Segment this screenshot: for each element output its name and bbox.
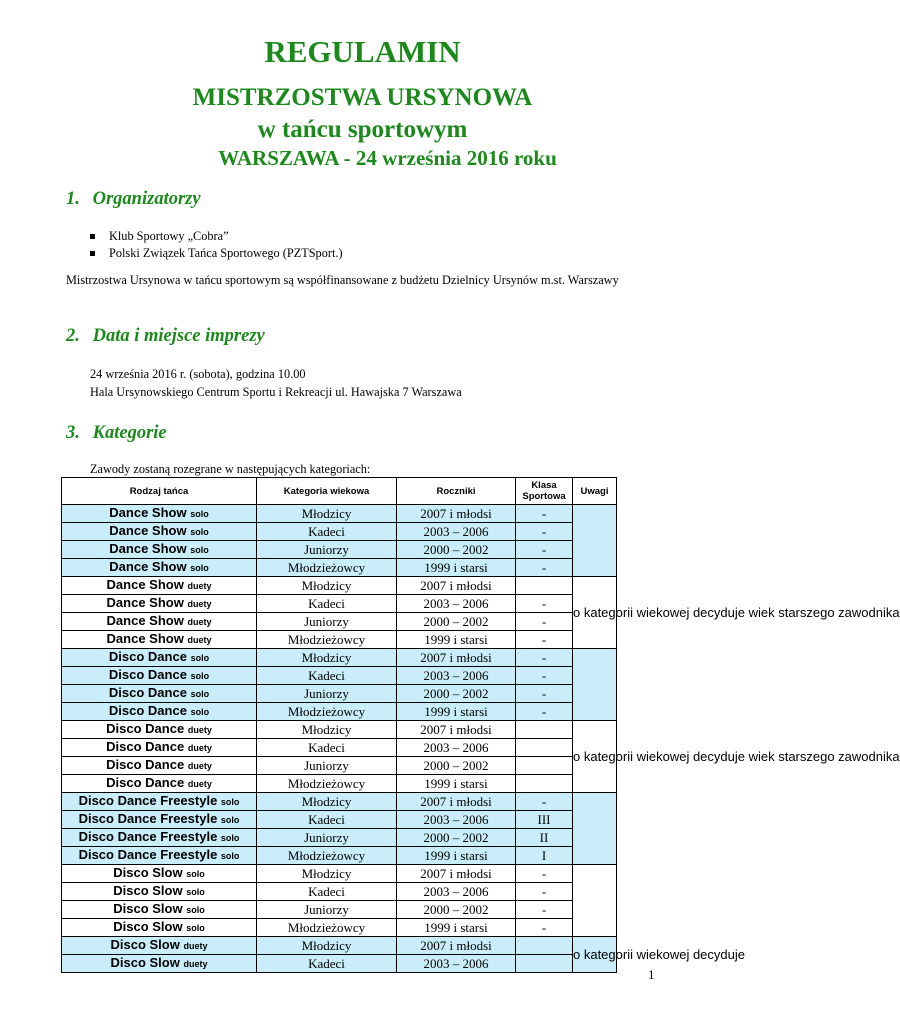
dance-format: solo — [186, 869, 205, 879]
section-number: 3. — [66, 423, 80, 443]
dance-name: Disco Slow — [113, 901, 183, 916]
birth-years-cell: 1999 i starsi — [397, 631, 516, 649]
organizer-name: Klub Sportowy „Cobra” — [109, 229, 229, 243]
dance-cell — [62, 793, 257, 811]
age-category-cell: Kadeci — [257, 523, 397, 541]
dance-name: Disco Slow — [113, 883, 183, 898]
dance-format: duety — [187, 743, 212, 753]
birth-years-cell: 2007 i młodsi — [397, 937, 516, 955]
dance-cell — [62, 559, 257, 577]
dance-cell — [62, 577, 257, 595]
age-category-cell: Juniorzy — [257, 901, 397, 919]
list-item — [90, 228, 343, 245]
age-category-cell: Młodzicy — [257, 865, 397, 883]
dance-format: solo — [190, 545, 209, 555]
dance-format: duety — [187, 599, 212, 609]
dance-format: solo — [190, 689, 210, 699]
dance-format: solo — [186, 923, 205, 933]
dance-cell — [62, 865, 257, 883]
categories-table — [61, 477, 900, 973]
dance-format: solo — [186, 905, 205, 915]
table-row — [62, 955, 617, 973]
notes-cell — [573, 649, 617, 721]
sport-class-cell: - — [516, 901, 573, 919]
dance-cell — [62, 901, 257, 919]
sport-class-cell: - — [516, 883, 573, 901]
table-row — [62, 505, 617, 523]
column-header-sport-class: Klasa Sportowa — [516, 478, 573, 505]
sport-class-cell — [516, 757, 573, 775]
dance-format: solo — [220, 833, 240, 843]
dance-cell — [62, 847, 257, 865]
table-row — [62, 703, 617, 721]
notes-cell: o kategorii wiekowej decyduje wiek starszego zawodnika — [573, 721, 617, 793]
dance-name: Disco Dance — [108, 703, 187, 718]
age-category-cell: Kadeci — [257, 595, 397, 613]
age-category-cell: Młodzieżowcy — [257, 703, 397, 721]
table-row — [62, 775, 617, 793]
dance-cell — [62, 829, 257, 847]
table-row — [62, 757, 617, 775]
table-row — [62, 577, 617, 595]
birth-years-cell: 2007 i młodsi — [397, 793, 516, 811]
dance-format: duety — [187, 761, 212, 771]
bullet-square-icon — [90, 234, 95, 239]
dance-name: Disco Dance — [106, 721, 185, 736]
table-row — [62, 865, 617, 883]
age-category-cell: Młodzicy — [257, 577, 397, 595]
table-row — [62, 559, 617, 577]
table-row — [62, 739, 617, 757]
dance-name: Disco Dance Freestyle — [78, 847, 218, 862]
sport-class-cell — [516, 739, 573, 757]
birth-years-cell: 1999 i starsi — [397, 775, 516, 793]
birth-years-cell: 2007 i młodsi — [397, 721, 516, 739]
dance-format: duety — [183, 959, 208, 969]
dance-format: duety — [187, 617, 212, 627]
organizer-name: Polski Związek Tańca Sportowego (PZTSport.) — [109, 246, 343, 260]
dance-cell — [62, 685, 257, 703]
dance-cell — [62, 955, 257, 973]
birth-years-cell: 2003 – 2006 — [397, 595, 516, 613]
sport-class-cell: - — [516, 793, 573, 811]
dance-name: Dance Show — [106, 577, 184, 592]
dance-cell — [62, 523, 257, 541]
table-row — [62, 649, 617, 667]
section-number: 1. — [66, 189, 80, 209]
birth-years-cell: 2000 – 2002 — [397, 901, 516, 919]
age-category-cell: Młodzieżowcy — [257, 919, 397, 937]
dance-format: solo — [190, 707, 210, 717]
table-row — [62, 667, 617, 685]
age-category-cell: Młodzicy — [257, 505, 397, 523]
sport-class-cell — [516, 955, 573, 973]
age-category-cell: Młodzieżowcy — [257, 559, 397, 577]
birth-years-cell: 1999 i starsi — [397, 847, 516, 865]
sport-class-cell: - — [516, 667, 573, 685]
document-title: REGULAMIN — [264, 34, 461, 69]
table-body — [62, 505, 900, 973]
table-row — [62, 595, 617, 613]
notes-cell: o kategorii wiekowej decyduje — [573, 937, 617, 973]
table-row — [62, 631, 617, 649]
sport-class-cell: - — [516, 649, 573, 667]
dance-cell — [62, 757, 257, 775]
birth-years-cell: 2007 i młodsi — [397, 505, 516, 523]
section-title: Organizatorzy — [92, 189, 201, 209]
event-date: 24 września 2016 r. (sobota), godzina 10.00 — [90, 367, 306, 381]
table-row — [62, 937, 617, 955]
dance-name: Disco Dance — [106, 757, 185, 772]
table-row — [62, 847, 617, 865]
sport-class-cell: - — [516, 631, 573, 649]
sport-class-cell: III — [516, 811, 573, 829]
dance-cell — [62, 703, 257, 721]
table-row — [62, 721, 617, 739]
dance-cell — [62, 505, 257, 523]
dance-format: solo — [190, 509, 209, 519]
page-number: 1 — [648, 967, 655, 982]
dance-format: solo — [220, 851, 240, 861]
table-row — [62, 919, 617, 937]
table-header-row — [62, 478, 617, 505]
dance-format: solo — [190, 527, 209, 537]
section-date-heading — [66, 326, 265, 347]
dance-name: Dance Show — [109, 505, 187, 520]
dance-name: Disco Dance — [106, 775, 185, 790]
birth-years-cell: 2003 – 2006 — [397, 811, 516, 829]
financing-note: Mistrzostwa Ursynowa w tańcu sportowym są współfinansowane z budżetu Dzielnicy Ursynów m.st. Warszawy — [66, 273, 619, 287]
dance-name: Dance Show — [106, 595, 184, 610]
birth-years-cell: 2000 – 2002 — [397, 757, 516, 775]
age-category-cell: Juniorzy — [257, 613, 397, 631]
dance-name: Disco Dance Freestyle — [78, 793, 218, 808]
table-row — [62, 793, 617, 811]
sport-class-cell — [516, 775, 573, 793]
age-category-cell: Młodzieżowcy — [257, 847, 397, 865]
birth-years-cell: 2003 – 2006 — [397, 739, 516, 757]
table-row — [62, 523, 617, 541]
table-row — [62, 685, 617, 703]
dance-cell — [62, 721, 257, 739]
notes-cell — [573, 793, 617, 865]
column-header-notes: Uwagi — [573, 478, 617, 505]
dance-cell — [62, 775, 257, 793]
bullet-square-icon — [90, 251, 95, 256]
age-category-cell: Młodzieżowcy — [257, 631, 397, 649]
birth-years-cell: 2000 – 2002 — [397, 829, 516, 847]
dance-format: solo — [190, 653, 210, 663]
table-row — [62, 811, 617, 829]
age-category-cell: Kadeci — [257, 739, 397, 757]
sport-class-cell: - — [516, 613, 573, 631]
dance-name: Disco Dance — [108, 649, 187, 664]
event-place-date: WARSZAWA - 24 września 2016 roku — [218, 146, 557, 170]
birth-years-cell: 2003 – 2006 — [397, 883, 516, 901]
dance-name: Dance Show — [109, 559, 187, 574]
age-category-cell: Kadeci — [257, 955, 397, 973]
dance-format: solo — [190, 563, 209, 573]
birth-years-cell: 2007 i młodsi — [397, 865, 516, 883]
birth-years-cell: 2000 – 2002 — [397, 613, 516, 631]
sport-class-cell — [516, 577, 573, 595]
dance-cell — [62, 883, 257, 901]
sport-class-cell: - — [516, 523, 573, 541]
birth-years-cell: 1999 i starsi — [397, 703, 516, 721]
categories-intro: Zawody zostaną rozegrane w następujących kategoriach: — [90, 462, 371, 476]
birth-years-cell: 2007 i młodsi — [397, 649, 516, 667]
sport-class-cell: - — [516, 559, 573, 577]
dance-format: duety — [187, 725, 212, 735]
table-row — [62, 541, 617, 559]
dance-format: solo — [190, 671, 210, 681]
table-row — [62, 901, 617, 919]
birth-years-cell: 2000 – 2002 — [397, 685, 516, 703]
sport-class-cell: - — [516, 685, 573, 703]
notes-cell — [573, 865, 617, 937]
age-category-cell: Kadeci — [257, 667, 397, 685]
section-organizers-heading — [66, 189, 201, 210]
birth-years-cell: 2007 i młodsi — [397, 577, 516, 595]
table-row — [62, 883, 617, 901]
event-name: MISTRZOSTWA URSYNOWA — [192, 84, 533, 111]
table-row — [62, 613, 617, 631]
dance-format: duety — [187, 581, 212, 591]
sport-class-cell: - — [516, 505, 573, 523]
dance-format: solo — [186, 887, 205, 897]
birth-years-cell: 2003 – 2006 — [397, 955, 516, 973]
dance-name: Disco Slow — [113, 919, 183, 934]
dance-cell — [62, 613, 257, 631]
age-category-cell: Młodzieżowcy — [257, 775, 397, 793]
organizers-list — [90, 228, 343, 262]
sport-class-cell: II — [516, 829, 573, 847]
birth-years-cell: 2003 – 2006 — [397, 667, 516, 685]
event-discipline: w tańcu sportowym — [257, 116, 468, 143]
dance-name: Disco Dance — [108, 685, 187, 700]
dance-format: duety — [183, 941, 208, 951]
age-category-cell: Juniorzy — [257, 541, 397, 559]
sport-class-cell: - — [516, 703, 573, 721]
age-category-cell: Młodzicy — [257, 649, 397, 667]
dance-cell — [62, 739, 257, 757]
list-item — [90, 245, 343, 262]
dance-format: solo — [220, 797, 240, 807]
dance-cell — [62, 667, 257, 685]
dance-name: Dance Show — [109, 541, 187, 556]
dance-name: Disco Dance Freestyle — [78, 811, 218, 826]
column-header-dance: Rodzaj tańca — [62, 478, 257, 505]
dance-cell — [62, 937, 257, 955]
dance-name: Disco Slow — [110, 955, 180, 970]
age-category-cell: Kadeci — [257, 811, 397, 829]
birth-years-cell: 2000 – 2002 — [397, 541, 516, 559]
dance-cell — [62, 649, 257, 667]
dance-format: duety — [187, 635, 212, 645]
birth-years-cell: 1999 i starsi — [397, 559, 516, 577]
dance-cell — [62, 541, 257, 559]
age-category-cell: Młodzicy — [257, 793, 397, 811]
dance-format: solo — [220, 815, 240, 825]
dance-name: Disco Slow — [113, 865, 183, 880]
dance-name: Dance Show — [109, 523, 187, 538]
age-category-cell: Juniorzy — [257, 685, 397, 703]
dance-cell — [62, 919, 257, 937]
dance-name: Disco Slow — [110, 937, 180, 952]
sport-class-cell — [516, 937, 573, 955]
sport-class-cell: - — [516, 919, 573, 937]
column-header-age-category: Kategoria wiekowa — [257, 478, 397, 505]
dance-cell — [62, 811, 257, 829]
age-category-cell: Młodzicy — [257, 937, 397, 955]
section-title: Data i miejsce imprezy — [92, 326, 265, 346]
dance-name: Dance Show — [106, 631, 184, 646]
dance-name: Disco Dance Freestyle — [78, 829, 218, 844]
birth-years-cell: 1999 i starsi — [397, 919, 516, 937]
age-category-cell: Kadeci — [257, 883, 397, 901]
section-title: Kategorie — [92, 423, 167, 443]
section-categories-heading — [66, 423, 167, 444]
dance-cell — [62, 631, 257, 649]
section-number: 2. — [66, 326, 80, 346]
column-header-birth-years: Roczniki — [397, 478, 516, 505]
age-category-cell: Młodzicy — [257, 721, 397, 739]
sport-class-cell: I — [516, 847, 573, 865]
dance-name: Disco Dance — [108, 667, 187, 682]
age-category-cell: Juniorzy — [257, 829, 397, 847]
sport-class-cell: - — [516, 541, 573, 559]
sport-class-cell: - — [516, 865, 573, 883]
age-category-cell: Juniorzy — [257, 757, 397, 775]
event-venue: Hala Ursynowskiego Centrum Sportu i Rekreacji ul. Hawajska 7 Warszawa — [90, 385, 462, 399]
notes-cell: o kategorii wiekowej decyduje wiek starszego zawodnika — [573, 577, 617, 649]
table-row — [62, 829, 617, 847]
sport-class-cell: - — [516, 595, 573, 613]
birth-years-cell: 2003 – 2006 — [397, 523, 516, 541]
dance-format: duety — [187, 779, 212, 789]
dance-name: Disco Dance — [106, 739, 185, 754]
dance-name: Dance Show — [106, 613, 184, 628]
sport-class-cell — [516, 721, 573, 739]
notes-cell — [573, 505, 617, 577]
dance-cell — [62, 595, 257, 613]
